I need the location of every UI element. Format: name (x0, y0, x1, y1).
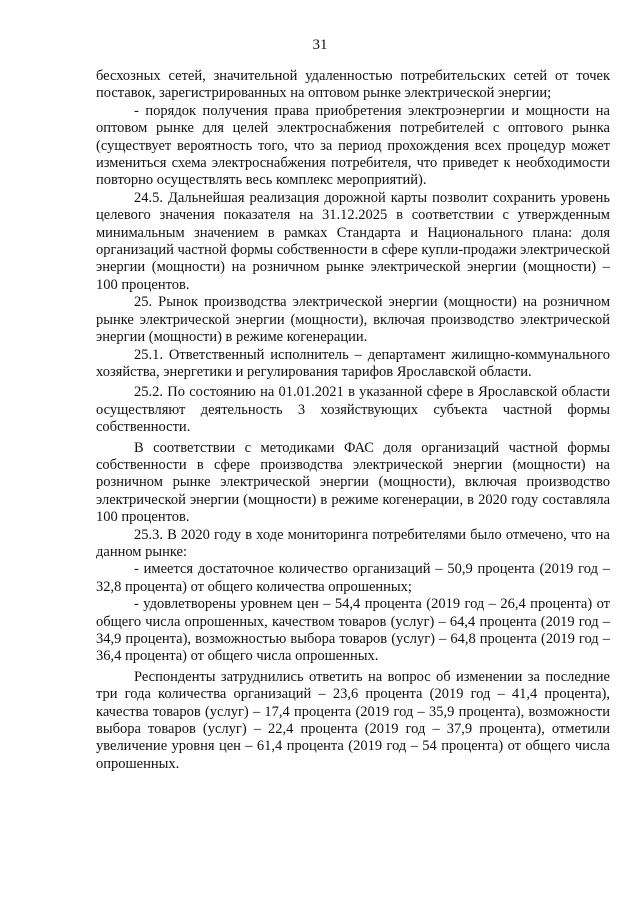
paragraph-list-item: - порядок получения права приобретения электроэнергии и мощности на оптовом рынке для целей электроснабжения потребителей с оптового рынка (существует вероятность того, что за период прохождения всех процедур может измениться схема электроснабжения потребителя, что приведет к необходимости повторно осуществлять весь комплекс мероприятий). (96, 102, 610, 189)
paragraph-methodology: В соответствии с методиками ФАС доля организаций частной формы собственности в сфере производства электрической энергии (мощности) на розничном рынке электрической энергии (мощности), включая производство электрической энергии (мощности) в режиме когенерации, в 2020 году составляла 100 процентов. (96, 439, 610, 526)
page-number: 31 (312, 37, 328, 53)
paragraph-25-1: 25.1. Ответственный исполнитель – департамент жилищно-коммунального хозяйства, энергетики и регулирования тарифов Ярославской области. (96, 346, 610, 380)
paragraph-list-item: - имеется достаточное количество организаций – 50,9 процента (2019 год – 32,8 процента) от общего количества опрошенных; (96, 561, 610, 595)
paragraph-respondents: Респонденты затруднились ответить на вопрос об изменении за последние три года количества организаций – 23,6 процента (2019 год – 41,4 процента), качества товаров (услуг) – 17,4 процента (2019 год – 35,9 процента), возможности выбора товаров (услуг) – 22,4 процента (2019 год – 37,9 процента), отметили увеличение уровня цен – 61,4 процента (2019 год – 54 процента) от общего числа опрошенных. (96, 668, 610, 772)
paragraph-25-heading: 25. Рынок производства электрической энергии (мощности) на розничном рынке электрической энергии (мощности), включая производство электрической энергии (мощности) в режиме когенерации. (96, 294, 610, 346)
paragraph-24-5: 24.5. Дальнейшая реализация дорожной карты позволит сохранить уровень целевого значения показателя на 31.12.2025 в соответствии с утвержденным минимальным значением в рамках Стандарта и Национального плана: доля организаций частной формы собственности в сфере купли-продажи электрической энергии (мощности) на розничном рынке электрической энергии (мощности) – 100 процентов. (96, 189, 610, 293)
paragraph-continuation: бесхозных сетей, значительной удаленностью потребительских сетей от точек поставок, зарегистрированных на оптовом рынке электрической энергии; (96, 68, 610, 102)
paragraph-25-2: 25.2. По состоянию на 01.01.2021 в указанной сфере в Ярославской области осуществляют деятельность 3 хозяйствующих субъекта частной формы собственности. (96, 384, 610, 436)
document-body (96, 68, 610, 773)
paragraph-list-item: - удовлетворены уровнем цен – 54,4 процента (2019 год – 26,4 процента) от общего числа опрошенных, качеством товаров (услуг) – 64,4 процента (2019 год – 34,9 процента), возможностью выбора товаров (услуг) – 64,8 процента (2019 год – 36,4 процента) от общего числа опрошенных. (96, 596, 610, 665)
paragraph-25-3: 25.3. В 2020 году в ходе мониторинга потребителями было отмечено, что на данном рынке: (96, 526, 610, 560)
